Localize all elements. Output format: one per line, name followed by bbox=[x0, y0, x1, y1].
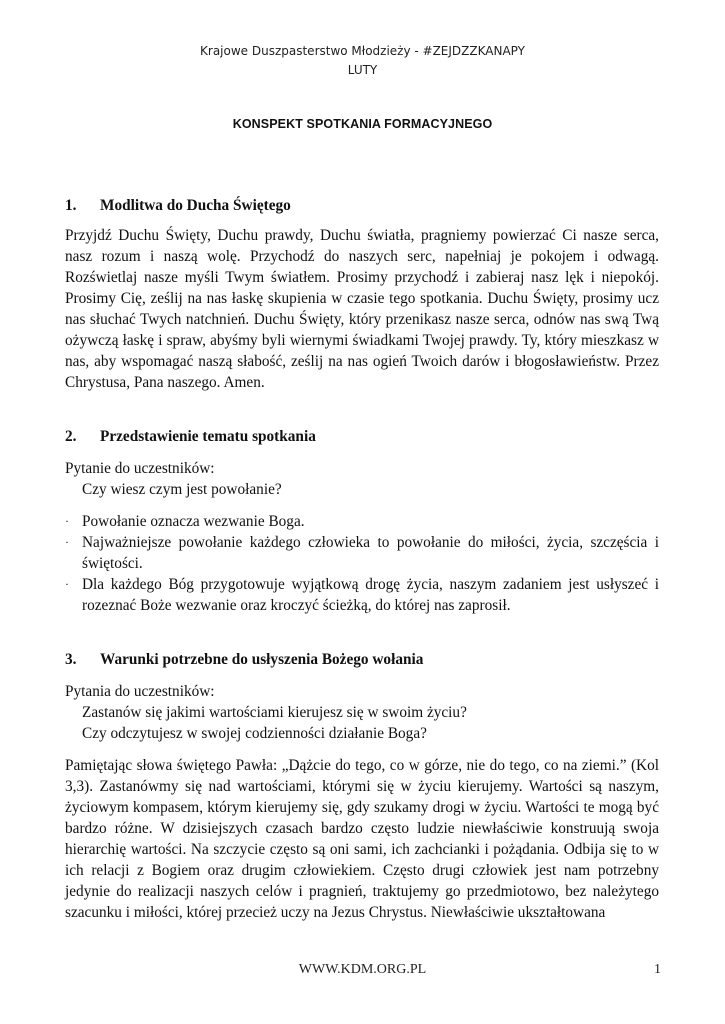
list-item bbox=[65, 511, 659, 532]
section-topic bbox=[65, 426, 659, 616]
bullet-icon: · bbox=[65, 535, 69, 549]
list-item-text: Dla każdego Bóg przygotowuje wyjątkową drogę życia, naszym zadaniem jest usłyszeć i rozeznać Boże wezwanie oraz kroczyć ścieżką, do której nas zaprosił. bbox=[82, 576, 659, 614]
section-heading bbox=[65, 426, 659, 447]
list-item-text: Powołanie oznacza wezwanie Boga. bbox=[82, 513, 305, 530]
header-organization: Krajowe Duszpasterstwo Młodzieży - #ZEJDZZKANAPY bbox=[200, 44, 525, 58]
question: Czy odczytujesz w swojej codzienności działanie Boga? bbox=[82, 725, 427, 742]
question: Czy wiesz czym jest powołanie? bbox=[82, 481, 282, 498]
bullet-list bbox=[65, 511, 659, 616]
section-prayer bbox=[65, 195, 659, 393]
section-number: 3. bbox=[65, 651, 77, 668]
section-title: Modlitwa do Ducha Świętego bbox=[100, 197, 291, 214]
section-heading bbox=[65, 195, 659, 216]
header-month: LUTY bbox=[347, 63, 378, 77]
section-number: 2. bbox=[65, 428, 77, 445]
document-title: KONSPEKT SPOTKANIA FORMACYJNEGO bbox=[232, 117, 493, 131]
question-label: Pytania do uczestników: bbox=[65, 683, 215, 700]
footer-website: WWW.KDM.ORG.PL bbox=[298, 962, 427, 977]
bullet-icon: · bbox=[65, 514, 69, 528]
section-title: Warunki potrzebne do usłyszenia Bożego wołania bbox=[100, 651, 424, 668]
page-number: 1 bbox=[654, 962, 661, 977]
question: Zastanów się jakimi wartościami kierujesz się w swoim życiu? bbox=[82, 704, 467, 721]
prayer-text: Przyjdź Duchu Święty, Duchu prawdy, Duchu światła, pragniemy powierzać Ci nasze serca, nasz rozum i naszą wolę. Przychodź do naszych serc, napełniaj je pokojem i odwagą. Rozświetlaj nasze myśli Twym światłem. Prosimy przychodź i zabieraj nasz lęk i niepokój. Prosimy Cię, ześlij na nas łaskę skupienia w czasie tego spotkania. Duchu Święty, prosimy ucz nas słuchać Twych natchnień. Duchu Święty, który przenikasz nasze serca, odnów nas swą Twą ożywczą łaskę i spraw, abyśmy byli wiernymi świadkami Twojej prawdy. Ty, który mieszkasz w nas, aby wspomagać naszą słabość, ześlij na nas ogień Twoich darów i błogosławieństw. Przez Chrystusa, Pana naszego. Amen. bbox=[65, 227, 659, 391]
document-body bbox=[65, 195, 659, 923]
list-item-text: Najważniejsze powołanie każdego człowieka to powołanie do miłości, życia, szczęścia i świętości. bbox=[82, 534, 659, 572]
section-conditions bbox=[65, 649, 659, 923]
section-title: Przedstawienie tematu spotkania bbox=[100, 428, 316, 445]
section-number: 1. bbox=[65, 197, 77, 214]
bullet-icon: · bbox=[65, 577, 69, 591]
list-item bbox=[65, 532, 659, 574]
list-item bbox=[65, 574, 659, 616]
page-header bbox=[0, 42, 725, 80]
question-label: Pytanie do uczestników: bbox=[65, 460, 215, 477]
section-heading bbox=[65, 649, 659, 670]
section-text: Pamiętając słowa świętego Pawła: „Dążcie do tego, co w górze, nie do tego, co na ziemi.” (Kol 3,3). Zastanówmy się nad wartościami, którymi się w życiu kierujemy. Wartości są naszym, życiowym kompasem, którym kierujemy się, gdy szukamy drogi w życiu. Wartości te mogą być bardzo różne. W dzisiejszych czasach bardzo często ludzie niewłaściwie konstruują swoja hierarchię wartości. Na szczycie często są oni sami, ich zachcianki i pożądania. Odbija się to w ich relacji z Bogiem oraz drugim człowiekiem. Często drugi człowiek jest nam potrzebny jedynie do realizacji naszych celów i pragnień, traktujemy go przedmiotowo, bez należytego szacunku i miłości, której przecież uczy na Jezus Chrystus. Niewłaściwie ukształtowana bbox=[65, 757, 659, 921]
